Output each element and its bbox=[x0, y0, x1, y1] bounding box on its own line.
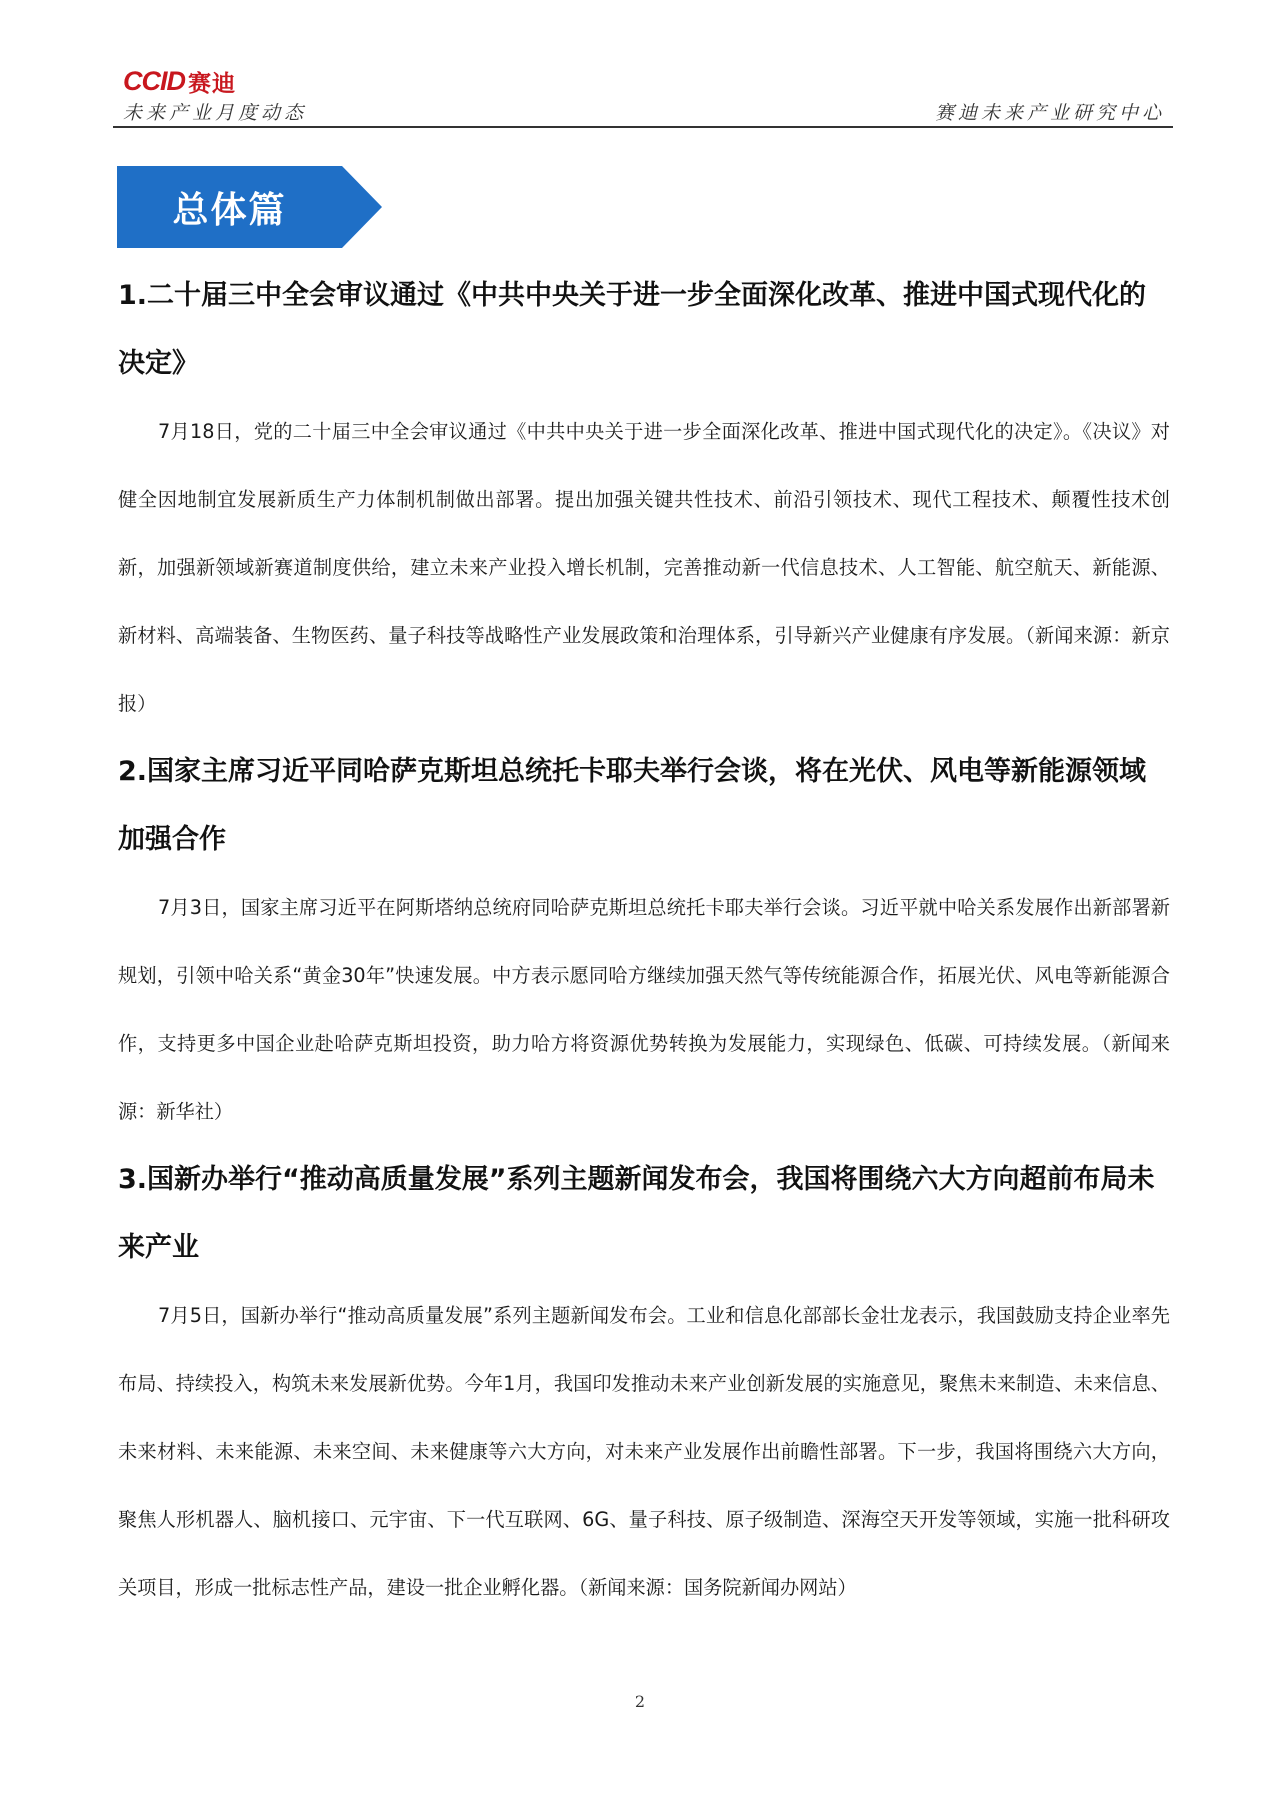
section-banner bbox=[117, 166, 382, 248]
header-publication-title: 未来产业月度动态 bbox=[123, 102, 308, 124]
ccid-logo bbox=[123, 64, 236, 98]
logo-mark: CCID bbox=[123, 65, 185, 96]
page-header bbox=[113, 56, 1173, 128]
page-number: 2 bbox=[634, 1692, 646, 1711]
header-organization: 赛迪未来产业研究中心 bbox=[934, 102, 1165, 124]
article-body: 7月18日，党的二十届三中全会审议通过《中共中央关于进一步全面深化改革、推进中国式现代化的决定》。《决议》对健全因地制宜发展新质生产力体制机制做出部署。提出加强关键共性技术、前沿引领技术、现代工程技术、颠覆性技术创新，加强新领域新赛道制度供给，建立未来产业投入增长机制，完善推动新一代信息技术、人工智能、航空航天、新能源、新材料、高端装备、生物医药、量子科技等战略性产业发展政策和治理体系，引导新兴产业健康有序发展。（新闻来源：新京报） bbox=[118, 420, 1170, 715]
article-heading: 3.国新办举行“推动高质量发展”系列主题新闻发布会，我国将围绕六大方向超前布局未来产业 bbox=[118, 1164, 1155, 1263]
article-body: 7月3日，国家主席习近平在阿斯塔纳总统府同哈萨克斯坦总统托卡耶夫举行会谈。习近平就中哈关系发展作出新部署新规划，引领中哈关系“黄金30年”快速发展。中方表示愿同哈方继续加强天然气等传统能源合作，拓展光伏、风电等新能源合作，支持更多中国企业赴哈萨克斯坦投资，助力哈方将资源优势转换为发展能力，实现绿色、低碳、可持续发展。（新闻来源：新华社） bbox=[118, 896, 1170, 1123]
article-body: 7月5日，国新办举行“推动高质量发展”系列主题新闻发布会。工业和信息化部部长金壮龙表示，我国鼓励支持企业率先布局、持续投入，构筑未来发展新优势。今年1月，我国印发推动未来产业创新发展的实施意见，聚焦未来制造、未来信息、未来材料、未来能源、未来空间、未来健康等六大方向，对未来产业发展作出前瞻性部署。下一步，我国将围绕六大方向，聚焦人形机器人、脑机接口、元宇宙、下一代互联网、6G、量子科技、原子级制造、深海空天开发等领域，实施一批科研攻关项目，形成一批标志性产品，建设一批企业孵化器。（新闻来源：国务院新闻办网站） bbox=[118, 1304, 1170, 1599]
article-heading: 1.二十届三中全会审议通过《中共中央关于进一步全面深化改革、推进中国式现代化的决定》 bbox=[118, 280, 1147, 379]
article-heading: 2.国家主席习近平同哈萨克斯坦总统托卡耶夫举行会谈，将在光伏、风电等新能源领域加强合作 bbox=[118, 756, 1147, 855]
section-title: 总体篇 bbox=[172, 189, 287, 231]
article-content bbox=[118, 262, 1170, 1690]
logo-cn-text: 赛迪 bbox=[188, 70, 236, 97]
